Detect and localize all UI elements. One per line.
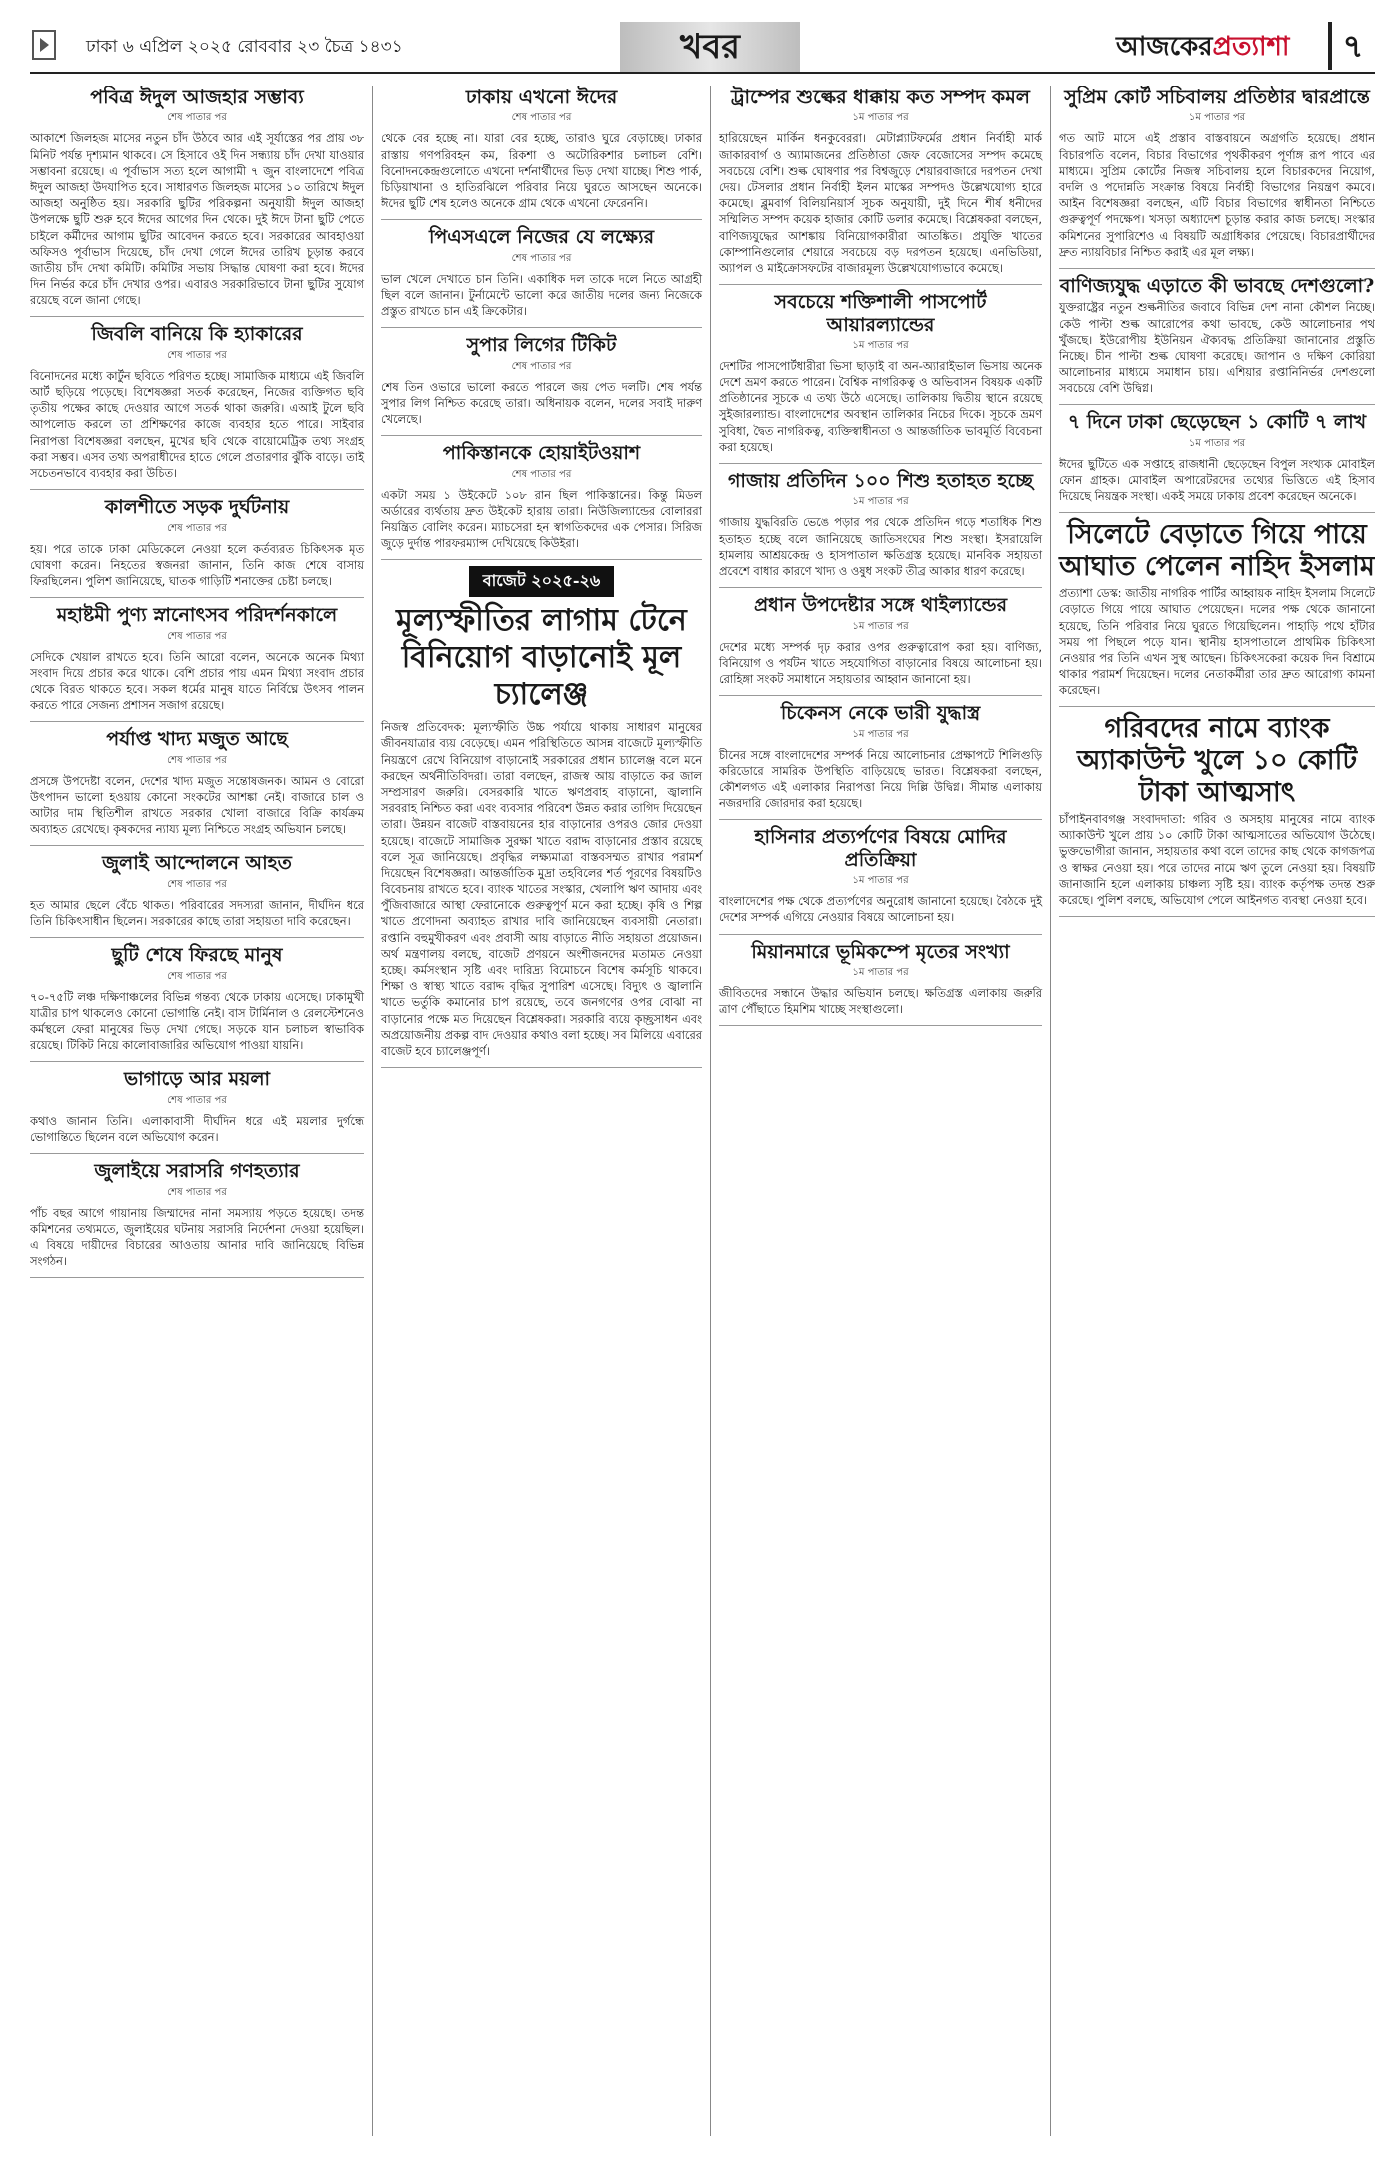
news-article	[719, 826, 1042, 925]
news-article	[719, 594, 1042, 687]
continuation-note: ১ম পাতার পর	[852, 875, 909, 887]
article-headline: জুলাইয়ে সরাসরি গণহত্যার	[94, 1160, 300, 1183]
news-article	[719, 291, 1042, 455]
news-article	[1059, 519, 1375, 698]
budget-tag: বাজেট ২০২৫-২৬	[469, 566, 615, 597]
column-1	[30, 86, 372, 2136]
news-article	[30, 1068, 364, 1145]
article-headline: জুলাই আন্দোলনে আহত	[102, 852, 292, 875]
news-article	[381, 226, 702, 319]
continuation-note: শেষ পাতার পর	[167, 349, 227, 361]
article-body: চীনের সঙ্গে বাংলাদেশের সম্পর্ক নিয়ে আলোচনার প্রেক্ষাপটে শিলিগুড়ি করিডোরে সামরিক উপস্থিতি বাড়িয়েছে ভারত। বিশ্লেষকরা বলছেন, কৌশলগত এই এলাকার নিরাপত্তা নিয়ে দিল্লি উদ্বিগ্ন। সীমান্ত এলাকায় নজরদারি জোরদার করা হয়েছে।	[719, 747, 1042, 811]
article-headline: সবচেয়ে শক্তিশালী পাসপোর্ট আয়ারল্যান্ডের	[774, 291, 987, 336]
article-divider	[719, 1025, 1042, 1026]
continuation-note: শেষ পাতার পর	[167, 112, 227, 124]
news-article	[30, 852, 364, 929]
article-divider	[1059, 268, 1375, 269]
news-article	[1059, 275, 1375, 397]
article-headline: জিবলি বানিয়ে কি হ্যাকারের	[91, 323, 303, 346]
continuation-note: শেষ পাতার পর	[167, 754, 227, 766]
article-headline: ৭ দিনে ঢাকা ছেড়েছেন ১ কোটি ৭ লাখ	[1067, 411, 1367, 434]
article-headline: গরিবদের নামে ব্যাংক অ্যাকাউন্ট খুলে ১০ কোটি টাকা আত্মসাৎ	[1076, 713, 1358, 809]
column-4	[1050, 86, 1375, 2136]
article-headline: পর্যাপ্ত খাদ্য মজুত আছে	[106, 728, 288, 751]
continuation-note: শেষ পাতার পর	[167, 1094, 227, 1106]
continuation-note: শেষ পাতার পর	[167, 630, 227, 642]
article-body: থেকে বের হচ্ছে না। যারা বের হচ্ছে, তারাও ঘুরে বেড়াচ্ছে। ঢাকার রাস্তায় গণপরিবহন কম, রিকশা ও অটোরিকশার চলাচল বেশি। বিনোদনকেন্দ্রগুলোতে এখনো দর্শনার্থীদের ভিড় দেখা যাচ্ছে। শিশু পার্ক, চিড়িয়াখানা ও হাতিরঝিলে পরিবার নিয়ে ঘুরতে আসছেন অনেকে। ঈদের ছুটি শেষ হলেও অনেকে গ্রাম থেকে এখনো ফেরেননি।	[381, 131, 702, 211]
continuation-note: শেষ পাতার পর	[511, 360, 572, 372]
article-body: আকাশে জিলহজ মাসের নতুন চাঁদ উঠবে আর এই সূর্যাস্তের পর প্রায় ৩৮ মিনিট পর্যন্ত দৃশ্যমান থাকবে। সে হিসাবে ওই দিন সন্ধ্যায় চাঁদ দেখা যাওয়ার সম্ভাবনা রয়েছে। এ পূর্বাভাস সত্য হলে আগামী ৭ জুন বাংলাদেশে পবিত্র ঈদুল আজহা উদযাপিত হবে। সাধারণত জিলহজ মাসের ১০ তারিখে ঈদুল আজহা অনুষ্ঠিত হয়। সরকারি ছুটির পরিকল্পনা অনুযায়ী ঈদুল আজহা উপলক্ষে ছুটি শুরু হবে ঈদের আগের দিন থেকে। দুই ঈদে টানা ছুটি পেতে চাইলে কর্মীদের আগাম ছুটির আবেদন করতে হবে। সরকারের আবহাওয়া অফিসও পূর্বাভাস দিয়েছে, চাঁদ দেখা গেলে ঈদের তারিখ চূড়ান্ত করবে জাতীয় চাঁদ দেখা কমিটি। কমিটির সভায় সিদ্ধান্ত ঘোষণা করা হবে। ঈদের দিন নির্ভর করে চাঁদ দেখার ওপর। এবারও সরকারিভাবে টানা ছুটির সুযোগ রয়েছে বলে জানা গেছে।	[30, 131, 364, 308]
section-title: খবর	[620, 22, 800, 72]
continuation-note: শেষ পাতার পর	[167, 522, 227, 534]
article-headline: সুপ্রিম কোর্ট সচিবালয় প্রতিষ্ঠার দ্বারপ্রান্তে	[1064, 86, 1370, 108]
article-headline: সিলেটে বেড়াতে গিয়ে পায়ে আঘাত পেলেন নাহিদ ইসলাম	[1059, 519, 1375, 583]
article-headline: ছুটি শেষে ফিরছে মানুষ	[111, 944, 283, 967]
article-headline: ভাগাড়ে আর ময়লা	[123, 1068, 271, 1091]
budget-banner	[381, 566, 702, 597]
continuation-note: ১ম পাতার পর	[852, 112, 909, 124]
article-divider	[1059, 404, 1375, 405]
article-divider	[719, 587, 1042, 588]
continuation-note: ১ম পাতার পর	[852, 966, 909, 978]
page-number: ৭	[1328, 22, 1374, 70]
news-article	[381, 86, 702, 211]
article-body: হত আমার ছেলে বেঁচে থাকত। পরিবারের সদস্যরা জানান, দীর্ঘদিন ধরে তিনি চিকিৎসাধীন ছিলেন। সরকারের কাছে তারা সহায়তা দাবি করেছেন।	[30, 897, 364, 929]
news-article	[30, 944, 364, 1053]
article-divider	[719, 695, 1042, 696]
article-body: হারিয়েছেন মার্কিন ধনকুবেররা। মেটাপ্ল্যাটফর্মের প্রধান নির্বাহী মার্ক জাকারবার্গ ও অ্যামাজনের প্রতিষ্ঠাতা জেফ বেজোসের সম্পদ কমেছে সবচেয়ে বেশি। শুল্ক ঘোষণার পর বিশ্বজুড়ে শেয়ারবাজারে দরপতন দেখা দেয়। টেসলার প্রধান নির্বাহী ইলন মাস্কের সম্পদও উল্লেখযোগ্য হারে কমেছে। ব্লুমবার্গ বিলিয়নিয়ার্স সূচক অনুযায়ী, দুই দিনে শীর্ষ ধনীদের সম্মিলিত সম্পদ কয়েক হাজার কোটি ডলার কমেছে। বিশ্লেষকরা বলছেন, বাণিজ্যযুদ্ধের আশঙ্কায় বিনিয়োগকারীরা আতঙ্কিত। প্রযুক্তি খাতের কোম্পানিগুলোর শেয়ারে সবচেয়ে বড় দরপতন হয়েছে। এনভিডিয়া, অ্যাপল ও মাইক্রোসফটের বাজারমূল্য উল্লেখযোগ্যভাবে কমেছে।	[719, 131, 1042, 275]
news-article	[1059, 411, 1375, 504]
page-header	[30, 22, 1375, 74]
dateline: ঢাকা ৬ এপ্রিল ২০২৫ রোববার ২৩ চৈত্র ১৪৩১	[86, 37, 403, 57]
article-divider	[1059, 916, 1375, 917]
news-article	[30, 604, 364, 713]
article-headline: বাণিজ্যযুদ্ধ এড়াতে কী ভাবছে দেশগুলো?	[1059, 274, 1375, 297]
article-body: দেশটির পাসপোর্টধারীরা ভিসা ছাড়াই বা অন-অ্যারাইভাল ভিসায় অনেক দেশে ভ্রমণ করতে পারেন। বৈশ্বিক নাগরিকত্ব ও অভিবাসন বিষয়ক একটি প্রতিষ্ঠানের সূচকে এ তথ্য উঠে এসেছে। তালিকায় দ্বিতীয় স্থানে রয়েছে সুইজারল্যান্ড। বাংলাদেশের অবস্থান তালিকার নিচের দিকে। সূচকে ভ্রমণ সুবিধা, দ্বৈত নাগরিকত্ব, ব্যক্তিস্বাধীনতা ও আন্তর্জাতিক ভাবমূর্তি বিবেচনা করা হয়েছে।	[719, 358, 1042, 454]
article-divider	[30, 597, 364, 598]
article-body: দেশের মধ্যে সম্পর্ক দৃঢ় করার ওপর গুরুত্বারোপ করা হয়। বাণিজ্য, বিনিয়োগ ও পর্যটন খাতে সহযোগিতা বাড়ানোর বিষয়ে আলোচনা হয়। রোহিঙ্গা সংকট সমাধানে সহায়তার আহ্বান জানানো হয়।	[719, 639, 1042, 686]
article-headline: পিএসএলে নিজের যে লক্ষ্যের	[428, 226, 655, 249]
article-headline: ট্রাম্পের শুল্কের ধাক্কায় কত সম্পদ কমল	[731, 86, 1030, 108]
article-headline: পবিত্র ঈদুল আজহার সম্ভাব্য	[90, 86, 304, 108]
news-article	[719, 86, 1042, 276]
article-body: প্রত্যাশা ডেস্ক: জাতীয় নাগরিক পার্টির আহ্বায়ক নাহিদ ইসলাম সিলেটে বেড়াতে গিয়ে পায়ে আঘাত পেয়েছেন। দলের পক্ষ থেকে জানানো হয়েছে, তিনি পরিবার নিয়ে ঘুরতে গিয়েছিলেন। পাহাড়ি পথে হাঁটার সময় পা পিছলে পড়ে যান। স্থানীয় হাসপাতালে প্রাথমিক চিকিৎসা নেওয়ার পর তিনি এখন সুস্থ আছেন। চিকিৎসকেরা কয়েক দিন বিশ্রামে থাকার পরামর্শ দিয়েছেন। দলের নেতাকর্মীরা তার দ্রুত আরোগ্য কামনা করেছেন।	[1059, 586, 1375, 698]
news-article	[381, 442, 702, 551]
article-divider	[719, 463, 1042, 464]
news-article	[30, 1160, 364, 1269]
article-headline: মূল্যস্ফীতির লাগাম টেনে বিনিয়োগ বাড়ানোই মূল চ্যালেঞ্জ	[396, 603, 687, 712]
news-article	[381, 334, 702, 427]
article-divider	[1059, 706, 1375, 707]
article-divider	[30, 1153, 364, 1154]
continuation-note: শেষ পাতার পর	[511, 112, 572, 124]
article-headline: মিয়ানমারে ভূমিকম্পে মৃতের সংখ্যা	[751, 940, 1010, 963]
column-2	[372, 86, 710, 2136]
article-divider	[381, 219, 702, 220]
news-article	[719, 470, 1042, 579]
column-3	[710, 86, 1050, 2136]
article-divider	[381, 559, 702, 560]
news-article	[30, 728, 364, 837]
article-body: চাঁপাইনবাবগঞ্জ সংবাদদাতা: গরিব ও অসহায় মানুষের নামে ব্যাংক অ্যাকাউন্ট খুলে প্রায় ১০ কোটি টাকা আত্মসাতের অভিযোগ উঠেছে। ভুক্তভোগীরা জানান, সহায়তার কথা বলে তাদের কাছ থেকে কাগজপত্র ও স্বাক্ষর নেওয়া হয়। পরে তাদের নামে ঋণ তুলে নেওয়া হয়। বিষয়টি জানাজানি হলে এলাকায় চাঞ্চল্য সৃষ্টি হয়। ব্যাংক কর্তৃপক্ষ তদন্ত শুরু করেছে। পুলিশ বলছে, অভিযোগ পেলে আইনগত ব্যবস্থা নেওয়া হবে।	[1059, 812, 1375, 907]
article-body: ৭০-৭৫টি লঞ্চ দক্ষিণাঞ্চলের বিভিন্ন গন্তব্য থেকে ঢাকায় এসেছে। ঢাকামুখী যাত্রীর চাপ থাকলেও কোনো ভোগান্তি নেই। বাস টার্মিনাল ও রেলস্টেশনেও কর্মস্থলে ফেরা মানুষের ভিড় দেখা গেছে। সড়কে যান চলাচল স্বাভাবিক রয়েছে। টিকিট নিয়ে কালোবাজারির অভিযোগ পাওয়া যায়নি।	[30, 989, 364, 1053]
article-divider	[30, 845, 364, 846]
article-divider	[719, 819, 1042, 820]
continuation-note: শেষ পাতার পর	[167, 970, 227, 982]
article-body: পাঁচ বছর আগে গায়ানায় জিম্মাদের নানা সমস্যায় পড়তে হয়েছে। তদন্ত কমিশনের তথ্যমতে, জুলাইয়ের ঘটনায় সরাসরি নির্দেশনা দেওয়া হয়েছিল। এ বিষয়ে দায়ীদের বিচারের আওতায় আনার দাবি জানিয়েছে বিভিন্ন সংগঠন।	[30, 1205, 364, 1269]
article-headline: মহাষ্টমী পুণ্য স্নানোৎসব পরিদর্শনকালে	[56, 604, 338, 627]
article-headline: প্রধান উপদেষ্টার সঙ্গে থাইল্যান্ডের	[753, 594, 1008, 617]
article-divider	[381, 1067, 702, 1068]
article-divider	[381, 435, 702, 436]
continuation-note: শেষ পাতার পর	[511, 468, 572, 480]
article-body: সেদিকে খেয়াল রাখতে হবে। তিনি আরো বলেন, অনেকে অনেক মিথ্যা সংবাদ দিয়ে প্রচার করে থাকে। বেশি প্রচার পায় এমন মিথ্যা সংবাদ প্রচার থেকে বিরত থাকতে হবে। সকল ধর্মের মানুষ যাতে নির্বিঘ্নে উৎসব পালন করতে পারে সেজন্য প্রশাসন সজাগ রয়েছে।	[30, 649, 364, 713]
article-headline: হাসিনার প্রত্যর্পণের বিষয়ে মোদির প্রতিক্রিয়া	[754, 826, 1007, 871]
news-article	[381, 566, 702, 1059]
article-body: গাজায় যুদ্ধবিরতি ভেঙে পড়ার পর থেকে প্রতিদিন গড়ে শতাধিক শিশু হতাহত হচ্ছে বলে জানিয়েছে জাতিসংঘের শিশু সংস্থা। ইসরায়েলি হামলায় আশ্রয়কেন্দ্র ও হাসপাতাল ক্ষতিগ্রস্ত হয়েছে। মানবিক সহায়তা প্রবেশে বাধার কারণে খাদ্য ও ওষুধ সংকট তীব্র আকার ধারণ করেছে।	[719, 515, 1042, 578]
article-divider	[381, 327, 702, 328]
continuation-note: ১ম পাতার পর	[852, 496, 909, 508]
article-body: নিজস্ব প্রতিবেদক: মূল্যস্ফীতি উচ্চ পর্যায়ে থাকায় সাধারণ মানুষের জীবনযাত্রার ব্যয় বেড়েছে। এমন পরিস্থিতিতে আসন্ন বাজেটে মূল্যস্ফীতি নিয়ন্ত্রণে রেখে বিনিয়োগ বাড়ানোই সরকারের প্রধান চ্যালেঞ্জ বলে মনে করছেন অর্থনীতিবিদরা। তারা বলছেন, রাজস্ব আয় বাড়াতে কর জাল সম্প্রসারণ জরুরি। বেসরকারি খাতে ঋণপ্রবাহ বাড়ানো, জ্বালানি সরবরাহ নিশ্চিত করা এবং ব্যবসার পরিবেশ উন্নত করার তাগিদ দিয়েছেন তারা। উন্নয়ন বাজেট বাস্তবায়নের হার বাড়ানোর ওপরও জোর দেওয়া হয়েছে। বাজেটে সামাজিক সুরক্ষা খাতে বরাদ্দ বাড়ানোর প্রস্তাব রয়েছে বলে সূত্র জানিয়েছে। প্রবৃদ্ধির লক্ষ্যমাত্রা বাস্তবসম্মত রাখার পরামর্শ দিয়েছেন বিশেষজ্ঞরা। আন্তর্জাতিক মুদ্রা তহবিলের শর্ত পূরণের বিষয়টিও বিবেচনায় রাখতে হবে। ব্যাংক খাতের সংস্কার, খেলাপি ঋণ আদায় এবং পুঁজিবাজারে আস্থা ফেরানোকে গুরুত্বপূর্ণ মনে করা হচ্ছে। কৃষি ও শিল্প খাতে প্রণোদনা অব্যাহত রাখার দাবি জানিয়েছেন ব্যবসায়ী নেতারা। রপ্তানি বহুমুখীকরণ এবং প্রবাসী আয় বাড়াতে নীতি সহায়তা প্রয়োজন। অর্থ মন্ত্রণালয় বলছে, বাজেট প্রণয়নে অংশীজনদের মতামত নেওয়া হচ্ছে। কর্মসংস্থান সৃষ্টি এবং দারিদ্র্য বিমোচনে বিশেষ কর্মসূচি থাকবে। শিক্ষা ও স্বাস্থ্য খাতে বরাদ্দ বৃদ্ধির সুপারিশ এসেছে। বিদ্যুৎ ও জ্বালানি খাতে ভর্তুকি কমানোর চাপ রয়েছে, তবে জনগণের ওপর বোঝা না বাড়ানোর পক্ষে মত দিয়েছেন বিশ্লেষকরা। সরকারি ব্যয়ে কৃচ্ছ্রসাধন এবং অপ্রয়োজনীয় প্রকল্প বাদ দেওয়ার কথাও বলা হচ্ছে। সব মিলিয়ে এবারের বাজেট হবে চ্যালেঞ্জপূর্ণ।	[381, 720, 702, 1058]
article-divider	[30, 316, 364, 317]
article-divider	[30, 1277, 364, 1278]
masthead-prefix: আজকের	[1116, 32, 1213, 62]
news-article	[30, 86, 364, 308]
article-headline: চিকেনস নেকে ভারী যুদ্ধাস্ত্র	[780, 702, 981, 725]
news-article	[30, 323, 364, 481]
article-divider	[30, 1061, 364, 1062]
article-headline: কালশীতে সড়ক দুর্ঘটনায়	[104, 496, 290, 519]
news-article	[719, 702, 1042, 811]
article-body: শেষ তিন ওভারে ভালো করতে পারলে জয় পেত দলটি। শেষ পর্যন্ত সুপার লিগ নিশ্চিত করেছে তারা। অধিনায়ক বলেন, দলের সবাই দারুণ খেলেছে।	[381, 379, 702, 427]
article-divider	[30, 721, 364, 722]
continuation-note: শেষ পাতার পর	[511, 252, 572, 264]
article-divider	[719, 284, 1042, 285]
article-headline: সুপার লিগের টিকিট	[466, 334, 617, 357]
play-arrow-icon	[32, 30, 56, 60]
article-divider	[719, 934, 1042, 935]
article-body: যুক্তরাষ্ট্রের নতুন শুল্কনীতির জবাবে বিভিন্ন দেশ নানা কৌশল নিচ্ছে। কেউ পাল্টা শুল্ক আরোপের কথা ভাবছে, কেউ আলোচনার পথ খুঁজছে। ইউরোপীয় ইউনিয়ন ঐক্যবদ্ধ প্রতিক্রিয়া জানানোর প্রস্তুতি নিচ্ছে। চীন পাল্টা শুল্ক ঘোষণা করেছে। জাপান ও দক্ষিণ কোরিয়া আলোচনার মাধ্যমে সমাধান চায়। এশিয়ার রপ্তানিনির্ভর দেশগুলো সবচেয়ে বেশি উদ্বিগ্ন।	[1059, 300, 1375, 396]
article-headline: পাকিস্তানকে হোয়াইটওয়াশ	[442, 442, 641, 465]
continuation-note: ১ম পাতার পর	[852, 728, 909, 740]
article-body: বাংলাদেশের পক্ষ থেকে প্রত্যর্পণের অনুরোধ জানানো হয়েছে। বৈঠকে দুই দেশের সম্পর্ক এগিয়ে নেওয়ার বিষয়ে আলোচনা হয়।	[719, 894, 1042, 925]
article-body: ঈদের ছুটিতে এক সপ্তাহে রাজধানী ছেড়েছেন বিপুল সংখ্যক মোবাইল ফোন গ্রাহক। মোবাইল অপারেটরদের তথ্যের ভিত্তিতে এই হিসাব দিয়েছে নিয়ন্ত্রক সংস্থা। একই সময়ে ঢাকায় প্রবেশ করেছেন অনেকে।	[1059, 456, 1375, 504]
article-body: ভাল খেলে দেখাতে চান তিনি। একাধিক দল তাকে দলে নিতে আগ্রহী ছিল বলে জানান। টুর্নামেন্টে ভালো করে জাতীয় দলের জন্য নিজেকে প্রস্তুত রাখতে চান এই ক্রিকেটার।	[381, 271, 702, 319]
article-body: একটা সময় ১ উইকেটে ১০৮ রান ছিল পাকিস্তানের। কিন্তু মিডল অর্ডারের ব্যর্থতায় দ্রুত উইকেট হারায় তারা। নিউজিল্যান্ডের বোলাররা নিয়ন্ত্রিত বোলিং করেন। ম্যাচসেরা হন স্বাগতিকদের এক পেসার। সিরিজ জুড়ে দুর্দান্ত পারফরম্যান্স দেখিয়েছে কিউইরা।	[381, 487, 702, 551]
continuation-note: শেষ পাতার পর	[167, 1186, 227, 1198]
article-divider	[30, 937, 364, 938]
article-body: প্রসঙ্গে উপদেষ্টা বলেন, দেশের খাদ্য মজুত সন্তোষজনক। আমন ও বোরো উৎপাদন ভালো হওয়ায় কোনো সংকটের আশঙ্কা নেই। বাজারে চাল ও আটার দাম স্থিতিশীল রাখতে সরকার খোলা বাজারে বিক্রি কার্যক্রম অব্যাহত রেখেছে। কৃষকদের ন্যায্য মূল্য নিশ্চিতে সংগ্রহ অভিযান চলছে।	[30, 773, 364, 837]
continuation-note: ১ম পাতার পর	[1188, 437, 1246, 449]
article-body: বিনোদনের মধ্যে কার্টুন ছবিতে পরিণত হচ্ছে। সামাজিক মাধ্যমে এই জিবলি আর্ট ছড়িয়ে পড়েছে। বিশেষজ্ঞরা সতর্ক করেছেন, নিজের ব্যক্তিগত ছবি তৃতীয় পক্ষের কাছে দেওয়ার আগে সতর্ক থাকা জরুরি। এআই টুলে ছবি আপলোড করলে তা প্রশিক্ষণের কাজে ব্যবহার হতে পারে। সাইবার নিরাপত্তা বিশেষজ্ঞরা বলছেন, মুখের ছবি থেকে বায়োমেট্রিক তথ্য সংগ্রহ করা সম্ভব। এসব তথ্য অপরাধীদের হাতে গেলে প্রতারণার ঝুঁকি বাড়ে। তাই সচেতনভাবে ব্যবহার করা উচিত।	[30, 368, 364, 480]
news-article	[719, 941, 1042, 1018]
masthead-accent: প্রত্যাশা	[1212, 32, 1290, 62]
header-rule	[30, 72, 1375, 74]
news-article	[1059, 86, 1375, 260]
continuation-note: ১ম পাতার পর	[1188, 112, 1246, 124]
continuation-note: ১ম পাতার পর	[852, 620, 909, 632]
news-article	[30, 496, 364, 589]
article-divider	[1059, 512, 1375, 513]
article-headline: ঢাকায় এখনো ঈদের	[465, 86, 618, 108]
continuation-note: ১ম পাতার পর	[852, 339, 909, 351]
news-article	[1059, 713, 1375, 908]
article-body: কথাও জানান তিনি। এলাকাবাসী দীর্ঘদিন ধরে এই ময়লার দুর্গন্ধে ভোগান্তিতে ছিলেন বলে অভিযোগ করেন।	[30, 1113, 364, 1144]
article-headline: গাজায় প্রতিদিন ১০০ শিশু হতাহত হচ্ছে	[727, 470, 1034, 493]
article-body: জীবিতদের সন্ধানে উদ্ধার অভিযান চলছে। ক্ষতিগ্রস্ত এলাকায় জরুরি ত্রাণ পৌঁছাতে হিমশিম খাচ্ছে সংস্থাগুলো।	[719, 985, 1042, 1017]
article-body: হয়। পরে তাকে ঢাকা মেডিকেলে নেওয়া হলে কর্তব্যরত চিকিৎসক মৃত ঘোষণা করেন। নিহতের স্বজনরা জানান, তিনি কাজ শেষে বাসায় ফিরছিলেন। পুলিশ জানিয়েছে, ঘাতক গাড়িটি শনাক্তের চেষ্টা চলছে।	[30, 541, 364, 588]
article-divider	[30, 489, 364, 490]
continuation-note: শেষ পাতার পর	[167, 878, 227, 890]
article-body: গত আট মাসে এই প্রস্তাব বাস্তবায়নে অগ্রগতি হয়েছে। প্রধান বিচারপতি বলেন, বিচার বিভাগের পৃথকীকরণ পূর্ণাঙ্গ রূপ পাবে এর মাধ্যমে। সুপ্রিম কোর্টের নিজস্ব সচিবালয় হলে বিচারকদের নিয়োগ, বদলি ও পদোন্নতি সংক্রান্ত বিষয়ে নির্বাহী বিভাগের নিয়ন্ত্রণ কমবে। আইন বিশেষজ্ঞরা বলছেন, এটি বিচার বিভাগের স্বাধীনতা নিশ্চিতে গুরুত্বপূর্ণ পদক্ষেপ। খসড়া অধ্যাদেশ চূড়ান্ত করার কাজ চলছে। সংস্কার কমিশনের সুপারিশেও এ বিষয়টি অগ্রাধিকার পেয়েছে। বিচারপ্রার্থীদের দ্রুত ন্যায়বিচার নিশ্চিত করাই এর মূল লক্ষ্য।	[1059, 131, 1375, 259]
masthead-logo	[1116, 26, 1289, 70]
